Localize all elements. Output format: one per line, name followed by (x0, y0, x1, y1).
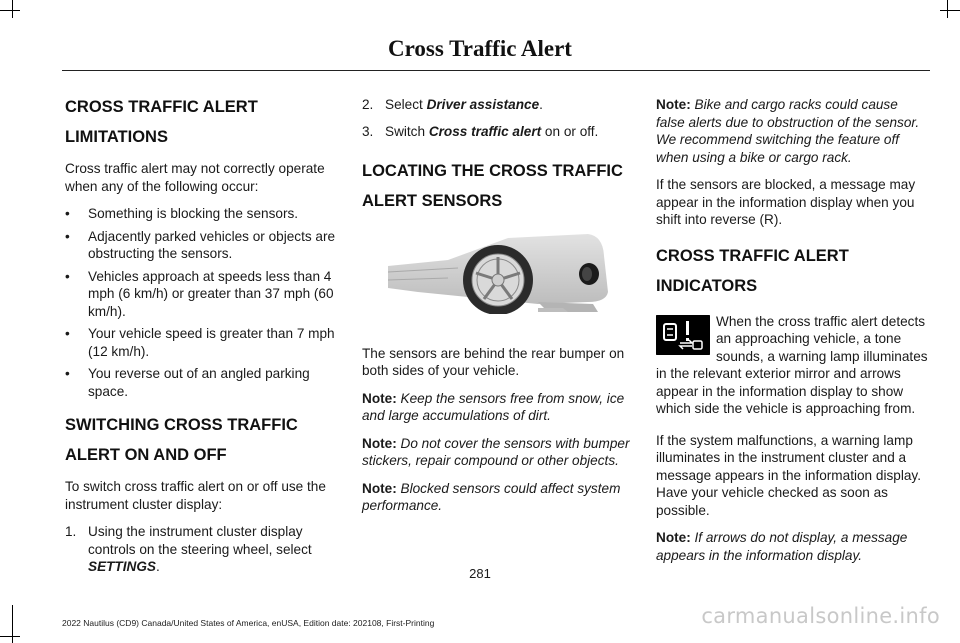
heading-line: INDICATORS (656, 276, 758, 295)
bullet-mark: • (65, 366, 70, 381)
bullet-mark: • (65, 326, 70, 341)
heading-line: LOCATING THE CROSS TRAFFIC (362, 162, 623, 180)
section-heading-switching (65, 414, 337, 466)
heading-line: ALERT ON AND OFF (65, 446, 227, 464)
note-label: Note: (362, 435, 397, 451)
paragraph: If the system malfunctions, a warning lamp illuminates in the instrument cluster and a message appears in the information display. Have your vehicle checked as soon as possible. (656, 432, 921, 518)
paragraph: The sensors are behind the rear bumper on both sides of your vehicle. (362, 345, 625, 378)
step-text: on or off. (541, 123, 599, 139)
note-text: If arrows do not display, a message appears in the information display. (656, 530, 908, 563)
list-item-text: Adjacently parked vehicles or objects are obstructing the sensors. (88, 228, 336, 261)
note-text: Keep the sensors free from snow, ice and large accumulations of dirt. (362, 390, 625, 423)
crop-mark (0, 636, 20, 637)
note-text: Blocked sensors could affect system performance. (362, 480, 621, 513)
list-item-text: Something is blocking the sensors. (88, 206, 299, 221)
punctuation: . (539, 97, 543, 112)
crop-mark (947, 0, 948, 18)
crop-mark (0, 10, 20, 11)
step-text: Using the instrument cluster display controls on the steering wheel, select (88, 524, 312, 557)
crop-mark (940, 10, 960, 11)
step-item (362, 123, 632, 141)
list-item (65, 325, 337, 360)
note (656, 529, 928, 564)
page-title: Cross Traffic Alert (388, 36, 572, 61)
heading-line: LIMITATIONS (65, 128, 168, 146)
limitations-list (65, 205, 337, 400)
watermark: carmanualsonline.info (701, 604, 940, 628)
bullet-mark: • (65, 228, 70, 244)
list-item (65, 365, 337, 400)
step-number: 2. (362, 97, 374, 112)
list-item-text: Vehicles approach at speeds less than 4 mph (6 km/h) or greater than 37 mph (60 km/h). (88, 268, 334, 319)
note-text: Do not cover the sensors with bumper stickers, repair compound or other objects. (362, 435, 630, 468)
page-number: 281 (469, 566, 491, 581)
menu-term: Driver assistance (426, 97, 540, 112)
menu-term: SETTINGS (88, 559, 156, 574)
step-text: Select (385, 97, 423, 112)
cross-traffic-warning-icon (656, 315, 710, 355)
header-divider (62, 70, 930, 71)
punctuation: . (155, 559, 160, 574)
step-number: 1. (65, 524, 77, 539)
note (656, 96, 928, 166)
paragraph: To switch cross traffic alert on or off use the instrument cluster display: (65, 479, 326, 512)
note-label: Note: (362, 480, 397, 496)
heading-line: ALERT SENSORS (362, 192, 503, 210)
heading-line: CROSS TRAFFIC ALERT (656, 246, 849, 265)
bullet-mark: • (65, 206, 70, 221)
paragraph: When the cross traffic alert detects an approaching vehicle, a tone sounds, a warning lamp illuminates in the relevant exterior mirror and arrows appear in the information display to show which side the vehicle is approaching from. (656, 313, 928, 416)
heading-line: SWITCHING CROSS TRAFFIC (65, 416, 298, 434)
paragraph: If the sensors are blocked, a message may appear in the information display when you shift into reverse (R). (656, 177, 916, 227)
column-left (65, 96, 337, 590)
note (362, 390, 632, 425)
list-item (65, 205, 337, 223)
note-label: Note: (656, 97, 691, 112)
bullet-mark: • (65, 268, 70, 284)
step-number: 3. (362, 123, 374, 139)
list-item-text: You reverse out of an angled parking space. (88, 366, 310, 399)
crop-mark (12, 605, 13, 643)
crop-mark (12, 0, 13, 18)
list-item-text: Your vehicle speed is greater than 7 mph (12 km/h). (88, 326, 335, 359)
column-right (656, 96, 928, 574)
section-heading-locating (362, 160, 632, 212)
note (362, 435, 632, 470)
steps-list-continued (362, 96, 632, 140)
paragraph: Cross traffic alert may not correctly operate when any of the following occur: (65, 161, 325, 194)
column-middle (362, 96, 632, 525)
menu-term: Cross traffic alert (428, 123, 542, 139)
heading-line: CROSS TRAFFIC ALERT (65, 98, 258, 116)
note (362, 480, 632, 515)
note-label: Note: (362, 390, 397, 406)
indicator-description (656, 313, 928, 418)
rear-bumper-sensor-illustration (388, 232, 630, 314)
section-heading-indicators (656, 245, 928, 297)
step-item (362, 96, 632, 114)
list-item (65, 268, 337, 321)
note-text: Bike and cargo racks could cause false alerts due to obstruction of the sensor. We recommend switching the feature off when using a bike or cargo rack. (656, 97, 920, 165)
list-item (65, 228, 337, 263)
edition-footer: 2022 Nautilus (CD9) Canada/United States of America, enUSA, Edition date: 202108, First-Printing (62, 618, 435, 628)
step-text: Switch (385, 123, 426, 139)
note-label: Note: (656, 530, 691, 545)
section-heading-limitations (65, 96, 337, 148)
